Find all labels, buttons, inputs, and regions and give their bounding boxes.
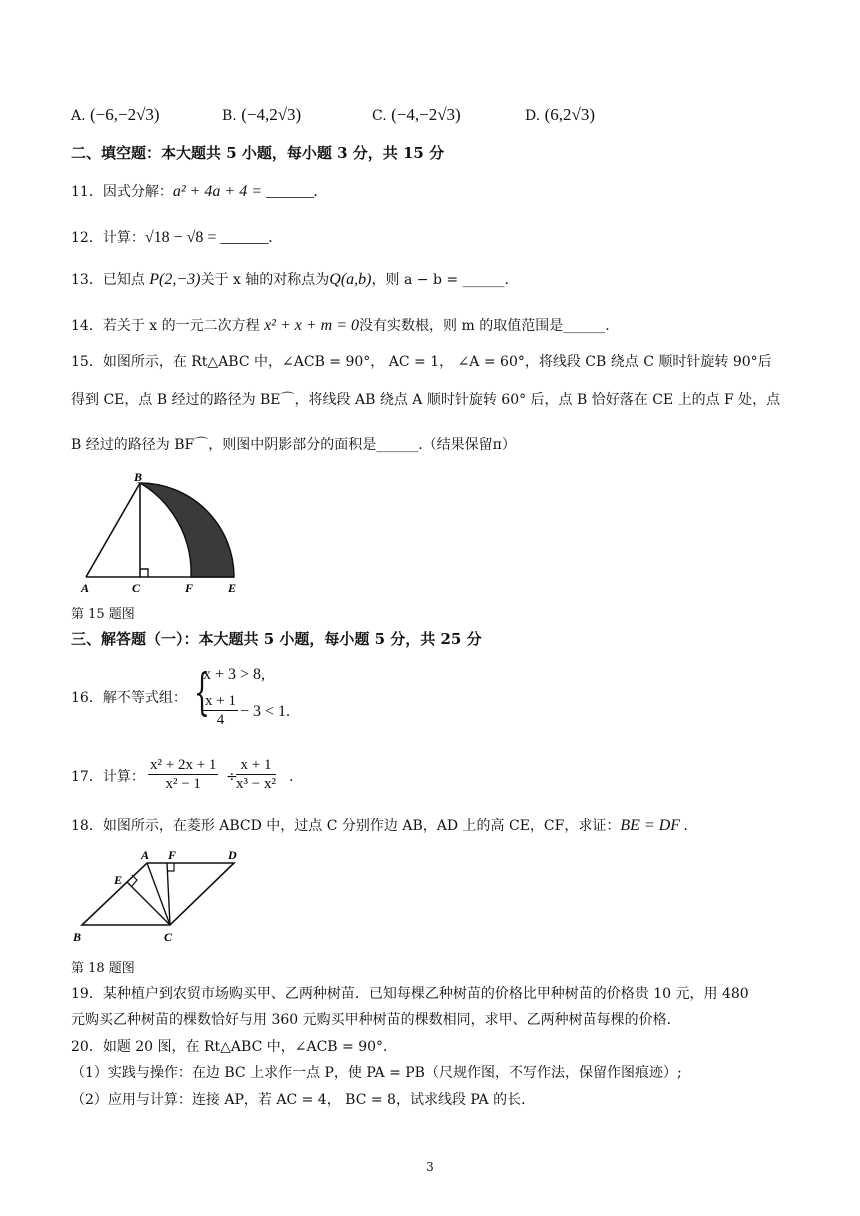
left-brace: { (194, 663, 210, 721)
section3-heading: 三、解答题（一）：本大题共 5 小题，每小题 5 分，共 25 分 (71, 630, 482, 648)
choice-d-label: D. (525, 108, 541, 124)
label-d: D (228, 848, 237, 862)
figure-18 (70, 843, 250, 948)
choice-c (372, 105, 461, 125)
q18-math: BE = DF . (620, 817, 689, 834)
q17-f1-den: x² − 1 (165, 776, 201, 792)
segment-ab (86, 483, 140, 577)
q20-line-2: （1）实践与操作：在边 BC 上求作一点 P，使 PA = PB（尺规作图，不写作法，保留作图痕迹）; (71, 1065, 682, 1081)
q13-prefix: 13．已知点 (71, 272, 150, 288)
section2-heading: 二、填空题：本大题共 5 小题，每小题 3 分，共 15 分 (71, 144, 445, 162)
label-b: B (73, 930, 82, 944)
choice-b (222, 105, 301, 125)
page-number: 3 (426, 1160, 434, 1174)
question-18 (71, 816, 688, 836)
figure-15-caption: 第 15 题图 (71, 607, 135, 622)
label-f: F (168, 848, 177, 862)
q17-prefix: 17．计算： (71, 769, 145, 785)
label-a: A (141, 848, 150, 862)
q16-frac-num: x + 1 (205, 693, 236, 709)
q17-fraction-2 (236, 756, 276, 793)
q13-suffix: ，则 a − b = ______. (371, 272, 509, 288)
q17-f1-num: x² + 2x + 1 (150, 757, 217, 773)
question-13 (71, 270, 509, 290)
choice-c-value: (−4,−2√3) (391, 105, 461, 124)
q17-operator: ÷ (226, 769, 238, 785)
choice-a (71, 105, 160, 125)
q15-line-2: 得到 CE，点 B 经过的路径为 BE⌒，将线段 AB 绕点 A 顺时针旋转 60° 后，点 B 恰好落在 CE 上的点 F 处，点 (71, 392, 781, 408)
q13-point-q: Q(a,b) (329, 271, 372, 288)
q16-ineq2-tail-text: − 3 < 1. (240, 703, 291, 720)
question-12 (71, 228, 272, 248)
choice-b-value: (−4,2√3) (241, 105, 302, 124)
choice-b-label: B. (222, 108, 237, 124)
choice-c-label: C. (372, 108, 387, 124)
segment-ac (147, 863, 170, 925)
q12-prefix: 12．计算： (71, 230, 145, 246)
question-14 (71, 316, 610, 336)
q19-line-2: 元购买乙种树苗的棵数恰好与用 360 元购买甲种树苗的棵数相同，求甲、乙两种树苗每棵的价格． (71, 1012, 681, 1028)
q17-fraction-1 (148, 756, 218, 793)
q17-end: . (289, 769, 294, 785)
q20-line-3: （2）应用与计算：连接 AP，若 AC = 4， BC = 8，试求线段 PA 的长． (71, 1092, 536, 1108)
choice-d-value: (6,2√3) (544, 105, 596, 124)
q14-math: x² + x + m = 0 (264, 317, 360, 334)
choice-d (525, 105, 595, 125)
segment-cf (167, 863, 170, 925)
q13-point-p: P(2,−3) (149, 271, 201, 288)
q14-prefix: 14．若关于 x 的一元二次方程 (71, 318, 265, 334)
shaded-region (140, 483, 234, 577)
q17-f2-num: x + 1 (236, 756, 276, 775)
label-c: C (132, 581, 141, 595)
label-a: A (81, 581, 90, 595)
choice-a-label: A. (71, 108, 86, 124)
q20-line-1: 20．如题 20 图，在 Rt△ABC 中，∠ACB = 90°． (71, 1039, 398, 1055)
q18-text: 18．如图所示，在菱形 ABCD 中，过点 C 分别作边 AB，AD 上的高 CE，CF，求证： (71, 818, 621, 834)
q16-ineq1-text: x + 3 > 8, (203, 666, 266, 683)
q12-math: √18 − √8 = ______. (144, 229, 273, 246)
label-b: B (134, 470, 143, 484)
label-e: E (228, 581, 237, 595)
q19-line-1: 19．某种植户到农贸市场购买甲、乙两种树苗．已知每棵乙种树苗的价格比甲种树苗的价格贵 10 元，用 480 (71, 986, 749, 1002)
label-f: F (185, 581, 194, 595)
q15-line-1: 15．如图所示，在 Rt△ABC 中，∠ACB = 90°， AC = 1， ∠A = 60°，将线段 CB 绕点 C 顺时针旋转 90°后 (71, 354, 772, 370)
label-e: E (114, 873, 123, 887)
right-angle-mark-f (167, 863, 174, 871)
figure-18-caption: 第 18 题图 (71, 961, 135, 976)
q15-line-3: B 经过的路径为 BF⌒，则图中阴影部分的面积是______.（结果保留π） (71, 437, 516, 453)
q11-math: a² + 4a + 4 = ______. (172, 183, 319, 200)
right-angle-mark (140, 569, 148, 577)
question-11 (71, 182, 318, 202)
segment-ce (127, 882, 170, 925)
q11-prefix: 11．因式分解： (71, 184, 173, 200)
q14-suffix: 没有实数根，则 m 的取值范围是______. (359, 318, 610, 334)
choice-a-value: (−6,−2√3) (90, 105, 160, 124)
q16-frac-den: 4 (216, 712, 225, 728)
q16-inequality-1 (203, 665, 265, 685)
q16-fraction (203, 692, 238, 729)
q13-mid: 关于 x 轴的对称点为 (200, 272, 330, 288)
label-c: C (164, 930, 173, 944)
q16-inequality-2-tail (240, 702, 290, 722)
figure-15 (76, 470, 246, 600)
q17-f2-den: x³ − x² (236, 776, 276, 792)
q16-prefix: 16．解不等式组： (71, 690, 187, 706)
